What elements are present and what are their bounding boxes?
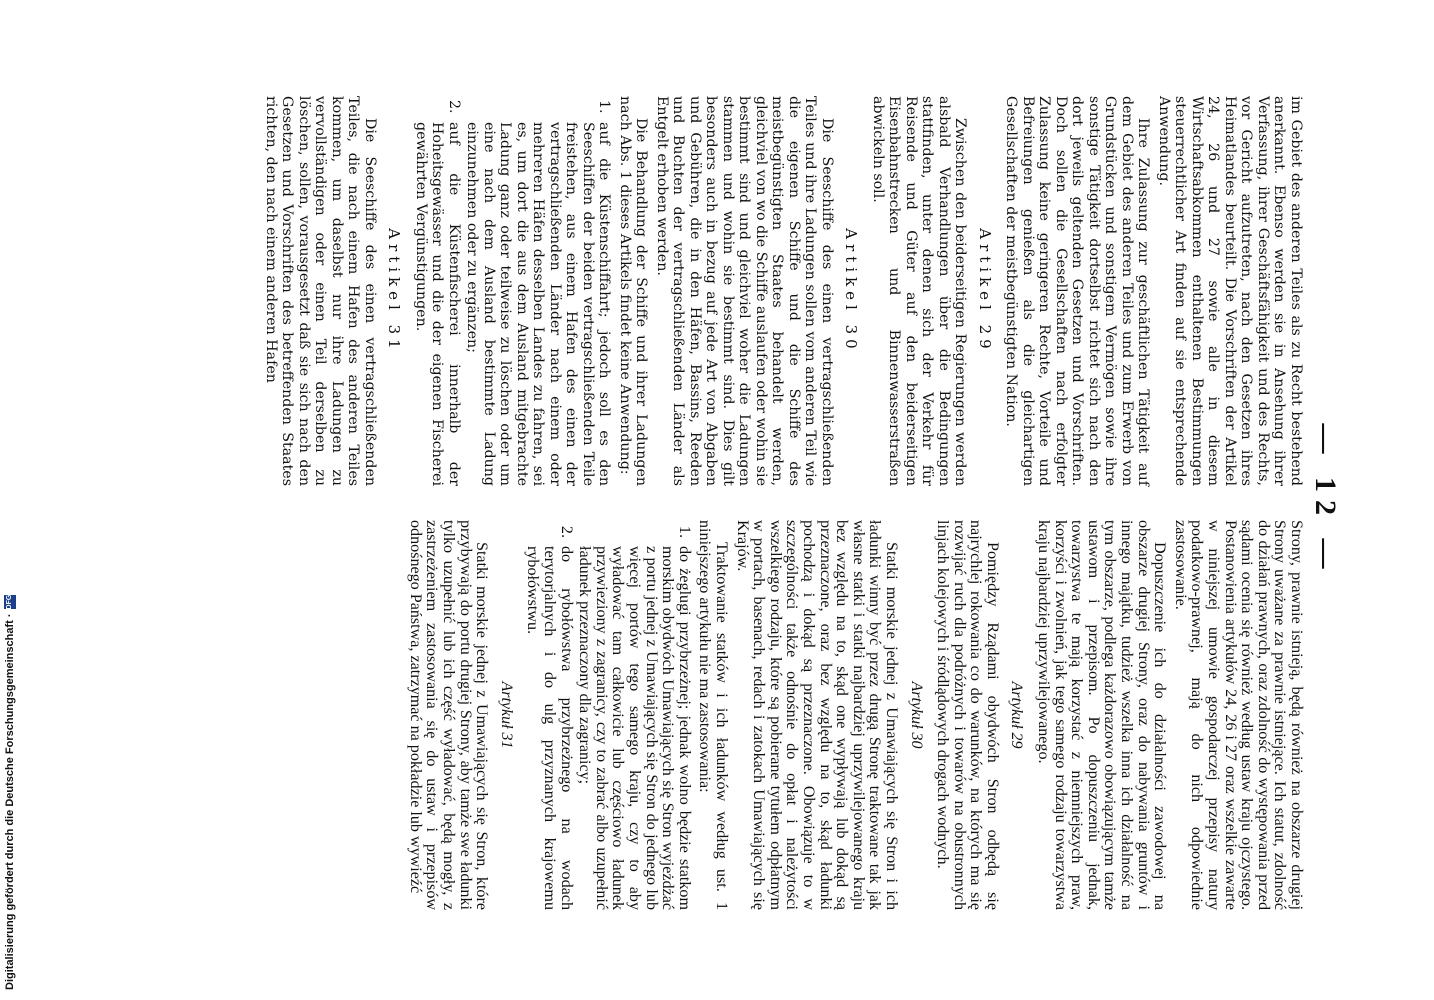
german-article-31-heading: Artikel 31 (385, 228, 404, 354)
polish-article-30-text-2: Traktowanie statków i ich ładunków według ust. 1 niniejszego artykułu nie ma zastosowania: (696, 520, 730, 910)
page-number: — 12 — (1309, 423, 1342, 577)
polish-article-30-heading: Artykuł 30 (907, 681, 925, 749)
german-article-31-text: Die Seeschiffe des einen vertragschließenden Teiles, die nach einem Hafen des anderen Teiles kommen, um daselbst nur ihre Ladungen zu vervollständigen oder einen Teil derselben zu löschen, sollen, vorausgesetzt daß sie sich nach den Gesetzen und Vorschriften des betreffenden Staates richten, den nach einem anderen Hafen (263, 96, 378, 486)
polish-article-29-text: Pomiędzy Rządami obydwóch Stron odbędą się najrychlej rokowania co do warunków, na których ma się rozwijać ruch dla podróżnych i towarów na obustronnych linjach kolejowych i śródlądowych drogach wodnych. (934, 520, 1001, 910)
list-item: 2. do rybołówstwa przybrzeżnego na wodach terytorjalnych i do ulg przyznanych krajowemu rybołówstwu. (524, 542, 574, 910)
german-article-30-list (413, 96, 613, 486)
polish-paragraph: Dopuszczenie ich do działalności zawodowej na obszarze drugiej Strony, oraz do nabywania gruntów i innego majątku, tudzież wszelka inna ich działalność na tym obszarze, podlega każdorazowo obowiązującym tamże ustawom i przepisom. Po dopuszczeniu jednak, towarzystwa te mają korzystać z niemniejszych praw, korzyści i zwolnień, jak tego samego rodzaju towarzystwa kraju najbardziej uprzywilejowanego. (1035, 520, 1169, 910)
polish-article-29-heading: Artykuł 29 (1008, 681, 1026, 749)
german-article-30-text: Die Seeschiffe des einen vertragschließenden Teiles und ihre Ladungen sollen vom anderen Teil wie die eigenen Schiffe und die Schiffe des meistbegünstigten Staates behandelt werden, gleichviel von wo die Schiffe auslaufen oder wohin sie bestimmt sind und gleichviel woher die Ladungen stammen und wohin sie bestimmt sind. Dies gilt besonders auch in bezug auf jede Art von Abgaben und Gebühren, die in den Häfen, Bassins, Reeden und Buchten der vertragschließenden Länder als Entgelt erhoben werden. (654, 96, 835, 486)
german-article-30-heading: Artikel 30 (842, 228, 861, 354)
german-intro-paragraph: im Gebiet des anderen Teiles als zu Recht bestehend anerkannt. Ebenso werden sie in Ansehung ihrer Verfassung, ihrer Geschäftsfähigkeit und des Rechts, vor Gericht aufzutreten, nach den Gesetzen ihres Heimatlandes beurteilt. Die Vorschriften der Artikel 24, 26 und 27 sowie alle in diesem Wirtschaftsabkommen enthaltenen Bestimmungen steuerrechtlicher Art finden auf sie entsprechende Anwendung. (1156, 96, 1304, 486)
list-item: 2. auf die Küstenfischerei innerhalb der Hoheitsgewässer und die der eigenen Fischerei gewährten Vergünstigungen. (413, 118, 463, 486)
list-item: 1. auf die Küstenschiffahrt; jedoch soll es den Seeschiffen der beiden vertragschließenden Teile freistehen, aus einem Hafen des einen der vertragschließenden Länder nach einem oder mehreren Häfen desselben Landes zu fahren, sei es, um dort die aus dem Ausland mitgebrachte Ladung ganz oder teilweise zu löschen oder um eine nach dem Ausland bestimmte Ladung einzunehmen oder zu ergänzen; (464, 118, 613, 486)
german-article-29-text: Zwischen den beiderseitigen Regierungen werden alsbald Verhandlungen über die Bedingungen stattfinden, unter denen sich der Verkehr für Reisende und Güter auf den beiderseitigen Eisenbahnstrecken und Binnenwasserstraßen abwickeln soll. (870, 96, 969, 486)
polish-article-30-list (524, 520, 692, 910)
german-article-30-text-2: Die Behandlung der Schiffe und ihrer Ladungen nach Abs. 1 dieses Artikels findet keine Anwendung: (617, 96, 650, 486)
digitization-credit (3, 594, 17, 990)
german-paragraph: Ihre Zulassung zur geschäftlichen Tätigkeit auf dem Gebiet des anderen Teiles und zum Erwerb von Grundstücken und sonstigem Vermögen sowie ihre sonstige Tätigkeit dortselbst richtet sich nach den dort jeweils geltenden Gesetzen und Vorschriften. Doch sollen die Gesellschaften nach erfolgter Zulassung keine geringeren Rechte, Vorteile und Befreiungen genießen als die gleichartigen Gesellschaften der meistbegünstigten Nation. (1003, 96, 1152, 486)
polish-column (402, 520, 1304, 910)
polish-article-31-text: Statki morskie jednej z Umawiających się Stron, które przybywają do portu drugiej Strony, aby tamże swe ładunki tylko uzupełnić lub ich część wyładować, będą mogły, z zastrzeżeniem zastosowania się do ustaw i przepisów odnośnego Państwa, zatrzymać na pokładzie lub wywieźć (406, 520, 491, 910)
list-item: 1. do żeglugi przybrzeżnej; jednak wolno będzie statkom morskim obydwóch Umawiających się Stron wyjeżdżać z portu jednej z Umawiających się Stron do jednego lub więcej portów tego samego kraju, czy to aby wyładować tam całkowicie lub częściowo ładunek przywieziony z zagranicy, czy to zabrać albo uzupełnić ładunek przeznaczony dla zagranicy; (576, 542, 692, 910)
polish-intro-paragraph: Strony, prawnie istnieją, będą również na obszarze drugiej Strony uważane za prawnie istniejące. Ich statut, zdolność do działań prawnych, oraz zdolność do występowania przed sądami ocenia się również według ustaw kraju ojczystego. Postanowienia artykułów 24, 26 i 27 oraz wszelkie zawarte w niniejszej umowie gospodarczej przepisy natury podatkowo-prawnej, mają do nich odpowiednie zastosowanie. (1171, 520, 1305, 910)
polish-article-31-heading: Artykuł 31 (497, 681, 515, 749)
german-column (259, 96, 1305, 486)
credit-text: Digitalisierung gefördert durch die Deutsche Forschungsgemeinschaft · (4, 613, 16, 990)
german-article-29-heading: Artikel 29 (976, 228, 994, 354)
polish-article-30-text: Statki morskie jednej z Umawiających się Stron i ich ładunki winny być przez drugą Stronę traktowane tak jak własne statki i statki najbardziej uprzywilejowanego kraju bez względu na to, skąd one wypływają lub dokąd są przeznaczone, oraz bez względu na to, skąd ładunki pochodzą i dokąd są przeznaczone. Obowiązuje to w szczególności także odnośnie do opłat i należytości wszelkiego rodzaju, które są pobierane tytułem odpłatnym w portach, basenach, redach i zatokach Umawiających się Krajów. (733, 520, 900, 910)
dfg-logo-icon: DFG (4, 595, 16, 609)
